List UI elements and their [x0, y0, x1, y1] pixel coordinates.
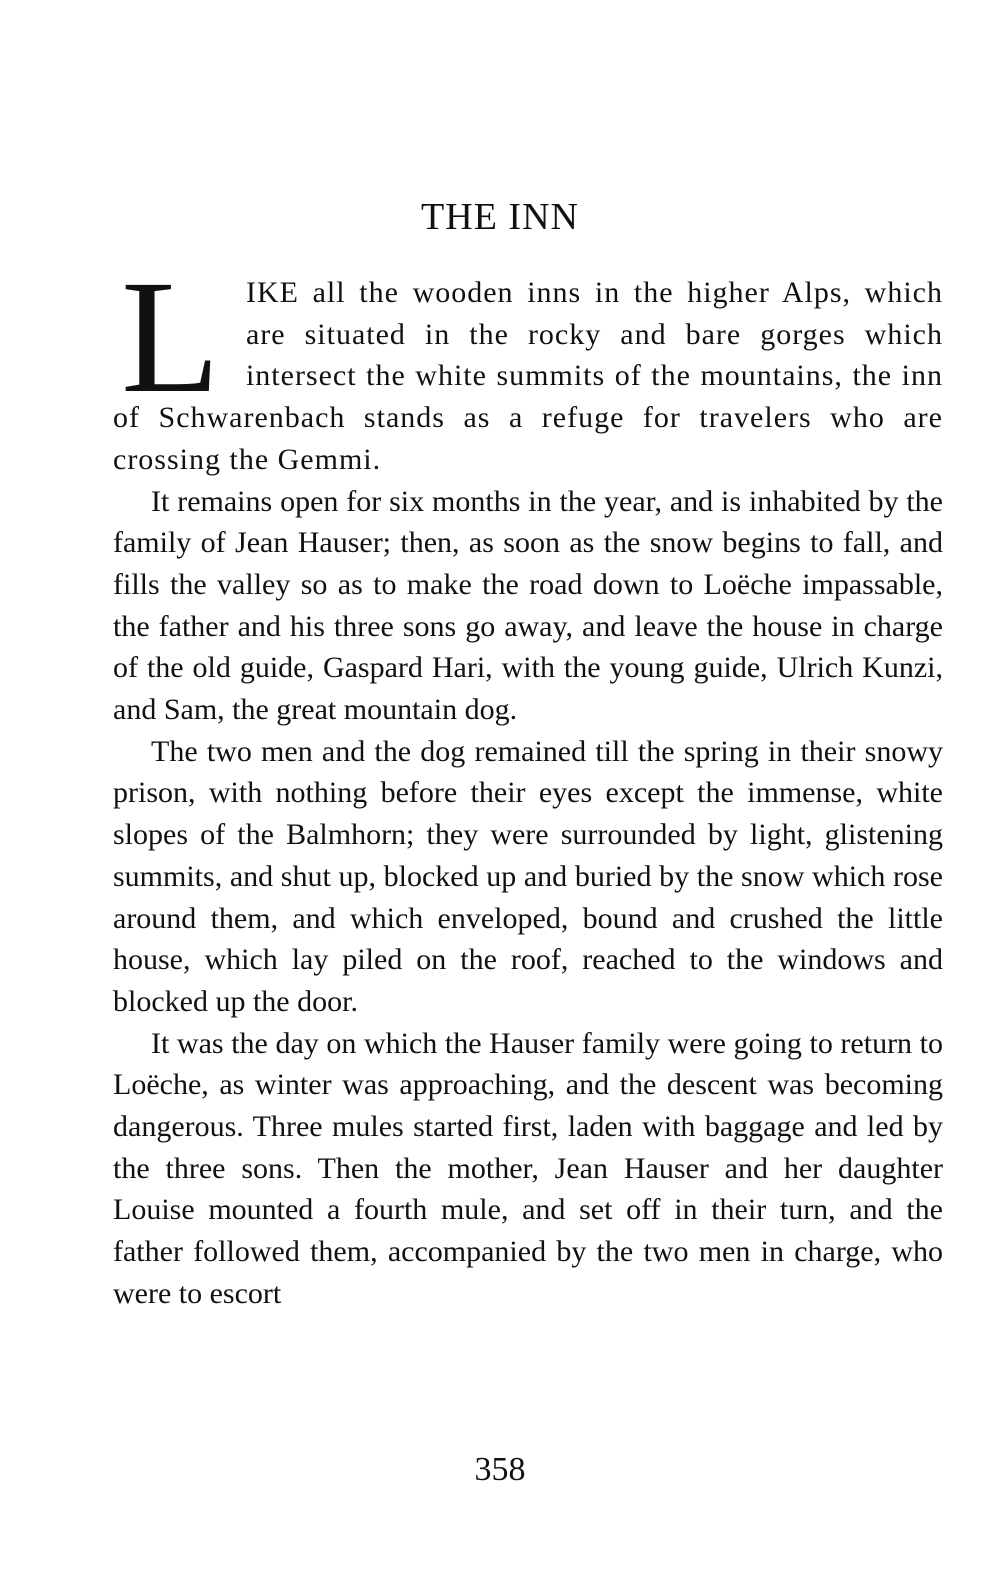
chapter-title: THE INN — [421, 196, 579, 238]
body-text — [113, 248, 943, 1315]
paragraph-4: It was the day on which the Hauser family were going to return to Loëche, as winter was approaching, and the descent was becoming dangerous. Three mules started first, laden with baggage and led by the three sons. Then the mother, Jean Hauser and her daughter Louise mounted a fourth mule, and set off in their turn, and the father followed them, accompanied by the two men in charge, who were to escort — [113, 1026, 943, 1310]
drop-cap: L — [121, 248, 220, 427]
page-number: 358 — [474, 1451, 526, 1488]
paragraph-2: It remains open for six months in the year, and is inhabited by the family of Jean Hauser; then, as soon as the snow begins to fall, and fills the valley so as to make the road down to Loëche impassable, the father and his three sons go away, and leave the house in charge of the old guide, Gaspard Hari, with the young guide, Ulrich Kunzi, and Sam, the great mountain dog. — [113, 484, 943, 727]
paragraph-1-text: IKE all the wooden inns in the higher Alps, which are situated in the rocky and bare gorges which intersect the white summits of the mountains, the inn of Schwarenbach stands as a refuge for travelers who are crossing the Gemmi. — [113, 276, 943, 476]
paragraph-1 — [113, 248, 943, 481]
paragraph-3: The two men and the dog remained till the spring in their snowy prison, with nothing before their eyes except the immense, white slopes of the Balmhorn; they were surrounded by light, glistening summits, and shut up, blocked up and buried by the snow which rose around them, and which enveloped, bound and crushed the little house, which lay piled on the roof, reached to the windows and blocked up the door. — [113, 734, 943, 1018]
